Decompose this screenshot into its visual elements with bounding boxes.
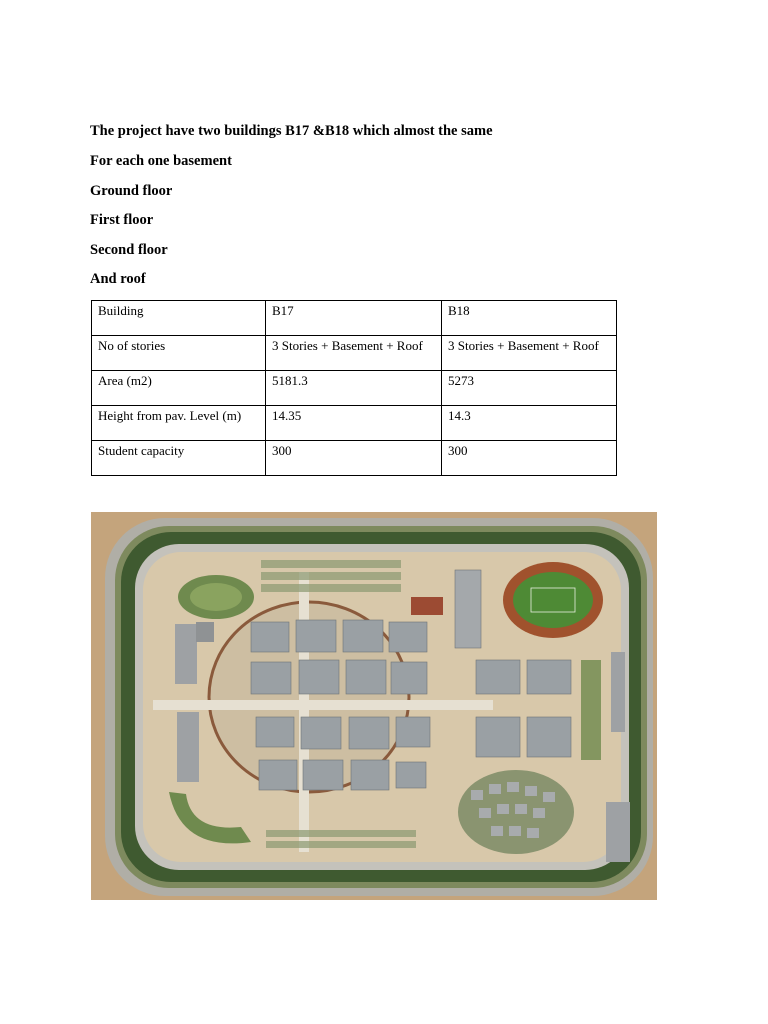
table-cell: 300 — [442, 441, 617, 476]
intro-line-4: First floor — [90, 212, 154, 228]
table-row — [92, 336, 617, 371]
table-cell: Student capacity — [92, 441, 266, 476]
table-header-cell: B17 — [266, 301, 442, 336]
table-header-cell: B18 — [442, 301, 617, 336]
table-cell: 3 Stories + Basement + Roof — [266, 336, 442, 371]
table-row — [92, 406, 617, 441]
table-header-cell: Building — [92, 301, 266, 336]
intro-line-3: Ground floor — [90, 183, 173, 199]
buildings-table — [91, 300, 617, 476]
table-row — [92, 441, 617, 476]
table-cell: 14.3 — [442, 406, 617, 441]
table-cell: 5273 — [442, 371, 617, 406]
table-cell: Height from pav. Level (m) — [92, 406, 266, 441]
campus-site-plan-image — [91, 512, 657, 900]
intro-line-6: And roof — [90, 271, 146, 287]
table-row — [92, 371, 617, 406]
table-cell: 5181.3 — [266, 371, 442, 406]
table-cell: 3 Stories + Basement + Roof — [442, 336, 617, 371]
table-cell: 14.35 — [266, 406, 442, 441]
table-cell: No of stories — [92, 336, 266, 371]
table-cell: 300 — [266, 441, 442, 476]
intro-line-1: The project have two buildings B17 &B18 which almost the same — [90, 123, 493, 139]
intro-line-2: For each one basement — [90, 153, 232, 169]
table-header-row — [92, 301, 617, 336]
table-cell: Area (m2) — [92, 371, 266, 406]
intro-line-5: Second floor — [90, 242, 168, 258]
